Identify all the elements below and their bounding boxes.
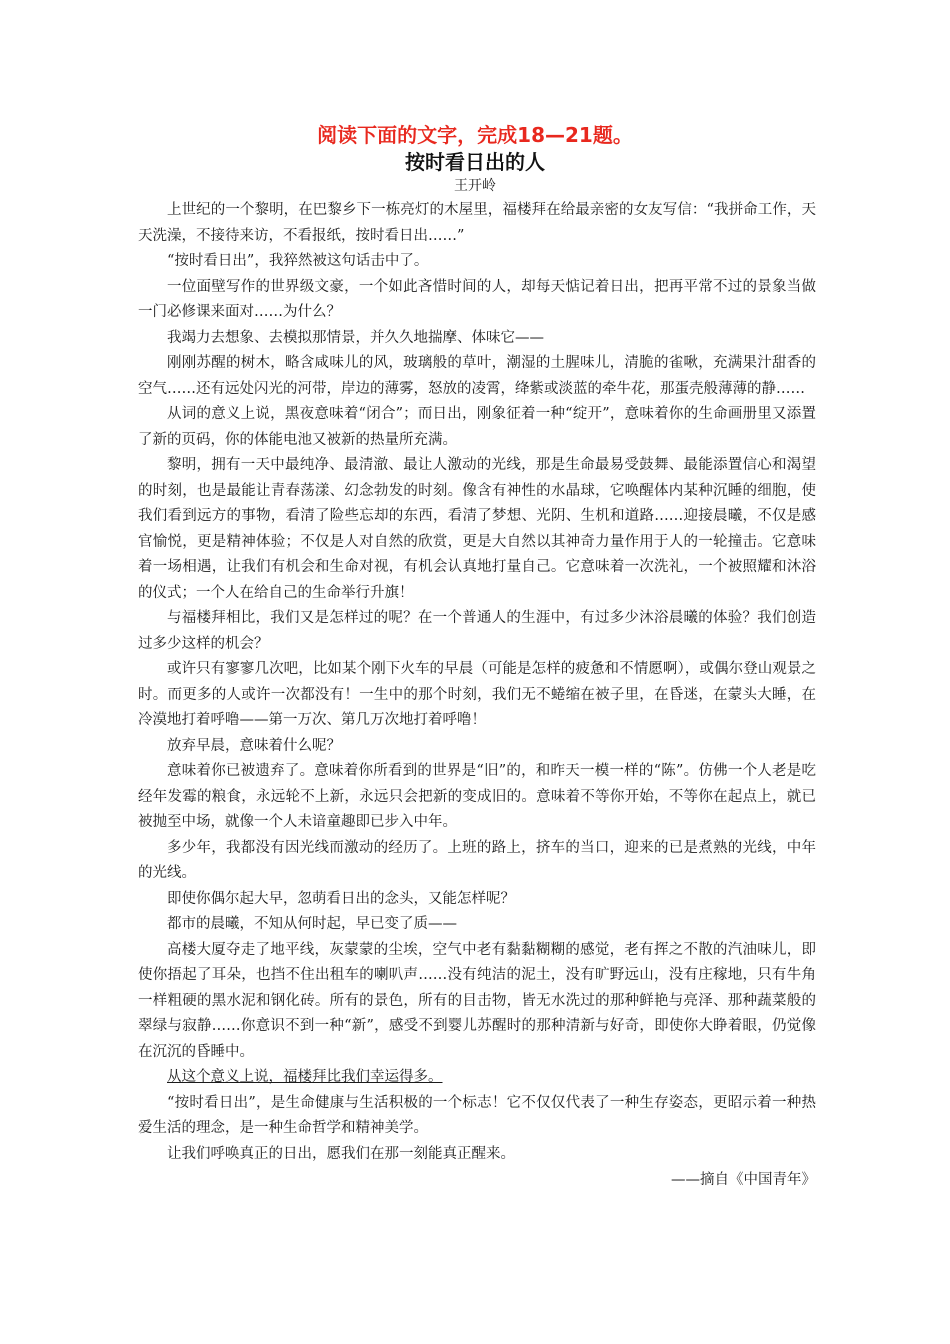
paragraph-13: 即使你偶尔起大早，忽萌看日出的念头，又能怎样呢？ xyxy=(167,890,515,907)
article-source: ——摘自《中国青年》 xyxy=(671,1172,816,1188)
paragraph-14: 都市的晨曦，不知从何时起，早已变了质—— xyxy=(167,916,457,932)
paragraph-4: 我竭力去想象、去模拟那情景，并久久地揣摩、体味它—— xyxy=(167,329,544,346)
article-title: 按时看日出的人 xyxy=(405,150,545,174)
question-instruction: 阅读下面的文字，完成18—21题。 xyxy=(317,123,633,147)
paragraph-2: “按时看日出”，我猝然被这句话击中了。 xyxy=(167,253,429,269)
paragraph-6: 从词的意义上说，黑夜意味着“闭合”；而日出，刚象征着一种“绽开”，意味着你的生命画册里又添置了新的页码，你的体能电池又被新的热量所充满。 xyxy=(138,406,816,448)
paragraph-3: 一位面壁写作的世界级文豪，一个如此吝惜时间的人，却每天惦记着日出，把再平常不过的景象当做一门必修课来面对……为什么？ xyxy=(138,278,816,320)
paragraph-1: 上世纪的一个黎明，在巴黎乡下一栋亮灯的木屋里，福楼拜在给最亲密的女友写信：“我拼命工作，天天洗澡，不接待来访，不看报纸，按时看日出……” xyxy=(138,202,816,244)
paragraph-16-underlined xyxy=(138,1065,816,1091)
paragraph-18: 让我们呼唤真正的日出，愿我们在那一刻能真正醒来。 xyxy=(167,1145,515,1162)
paragraph-17: “按时看日出”，是生命健康与生活积极的一个标志！它不仅仅代表了一种生存姿态，更昭示着一种热爱生活的理念，是一种生命哲学和精神美学。 xyxy=(138,1094,816,1136)
paragraph-5: 刚刚苏醒的树木，略含咸味儿的风，玻璃般的草叶，潮湿的土腥味儿，清脆的雀啾，充满果汁甜香的空气……还有远处闪光的河带，岸边的薄雾，怒放的凌霄，绛紫或淡蓝的牵牛花，那蛋壳般薄薄的静…… xyxy=(138,355,816,397)
article-author: 王开岭 xyxy=(454,178,496,194)
paragraph-10: 放弃早晨，意味着什么呢？ xyxy=(167,737,341,754)
paragraph-7: 黎明，拥有一天中最纯净、最清澈、最让人激动的光线，那是生命最易受鼓舞、最能添置信心和渴望的时刻，也是最能让青春荡漾、幻念勃发的时刻。像含有神性的水晶球，它唤醒体内某种沉睡的细胞，使我们看到远方的事物，看清了险些忘却的东西，看清了梦想、光阴、生机和道路……迎接晨曦，不仅是感官愉悦，更是精神体验；不仅是人对自然的欣赏，更是大自然以其神奇力量作用于人的一轮撞击。它意味着一场相遇，让我们有机会和生命对视，有机会认真地打量自己。它意味着一次洗礼，一个被照耀和沐浴的仪式；一个人在给自己的生命举行升旗！ xyxy=(138,457,816,601)
paragraph-11: 意味着你已被遗弃了。意味着你所看到的世界是“旧”的，和昨天一模一样的“陈”。仿佛一个人老是吃经年发霉的粮食，永远轮不上新，永远只会把新的变成旧的。意味着不等你开始，不等你在起点上，就已被抛至中场，就像一个人未谙童趣即已步入中年。 xyxy=(138,763,816,830)
article-body xyxy=(138,198,816,1194)
underlined-sentence: 从这个意义上说，福楼拜比我们幸运得多。 xyxy=(167,1069,443,1085)
paragraph-9: 或许只有寥寥几次吧，比如某个刚下火车的早晨（可能是怎样的疲惫和不情愿啊），或偶尔登山观景之时。而更多的人或许一次都没有！一生中的那个时刻，我们无不蜷缩在被子里，在昏迷，在蒙头大睡，在冷漠地打着呼噜——第一万次、第几万次地打着呼噜！ xyxy=(138,661,816,728)
paragraph-15: 高楼大厦夺走了地平线，灰蒙蒙的尘埃，空气中老有黏黏糊糊的感觉，老有挥之不散的汽油味儿，即使你捂起了耳朵，也挡不住出租车的喇叭声……没有纯洁的泥土，没有旷野远山，没有庄稼地，只有牛角一样粗硬的黑水泥和钢化砖。所有的景色，所有的目击物，皆无水洗过的那种鲜艳与亮泽、那种蔬菜般的翠绿与寂静……你意识不到一种“新”，感受不到婴儿苏醒时的那种清新与好奇，即使你大睁着眼，仍觉像在沉沉的昏睡中。 xyxy=(138,941,816,1060)
paragraph-8: 与福楼拜相比，我们又是怎样过的呢？在一个普通人的生涯中，有过多少沐浴晨曦的体验？我们创造过多少这样的机会？ xyxy=(138,610,816,652)
paragraph-12: 多少年，我都没有因光线而激动的经历了。上班的路上，挤车的当口，迎来的已是煮熟的光线，中年的光线。 xyxy=(138,839,816,881)
